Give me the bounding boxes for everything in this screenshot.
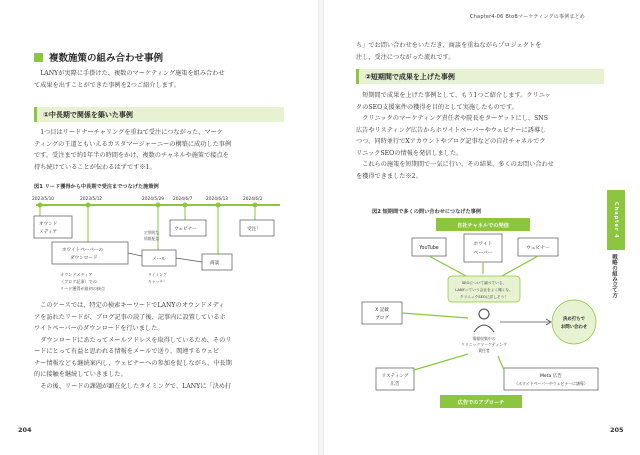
gutter xyxy=(318,0,324,455)
channel-label: 自社チャネルでの発信 xyxy=(457,223,509,229)
meta-label-2: （ホワイトペーパーやウェビナーに誘導） xyxy=(514,381,588,386)
case2-line: を獲得できました※2。 xyxy=(356,172,422,180)
persona-line-3: 責任者 xyxy=(478,348,490,353)
case2-line: 広告やリスティング広告からホワイトペーパーやウェビナーに誘導し xyxy=(356,126,547,134)
case2-heading xyxy=(356,69,604,84)
case1-explanation xyxy=(34,300,232,392)
case2-line: クリニックのマーケティング責任者や院長をターゲットにし、SNS xyxy=(362,115,548,122)
date-label: 2023/5/12 xyxy=(80,197,103,202)
note-line-1: オウンドメディア xyxy=(60,272,93,277)
heading-square-icon xyxy=(34,53,43,62)
chapter-side-tab xyxy=(607,190,640,305)
meeting-label: 商談 xyxy=(210,261,220,266)
date-label: 2024/6/2 xyxy=(243,197,263,202)
order-label: 受注！ xyxy=(247,227,261,232)
timing-label-2: キャッチ！ xyxy=(148,279,167,284)
youtube-label: YouTube xyxy=(419,246,439,251)
note-line-3: リード獲得が最初の接点 xyxy=(60,286,106,291)
webinar-label: ウェビナー xyxy=(526,246,550,251)
date-label: 2024/5/29 xyxy=(142,197,165,202)
body-line: ダウンロードにあたってメールアドレスを取得しているため、そのリ xyxy=(40,336,232,344)
right-top-paragraph xyxy=(356,40,541,63)
body-line: ナー情報なども継続案内し、ウェビナーへの参加を促しながら、中長期 xyxy=(34,359,232,367)
case1-heading xyxy=(34,107,284,122)
body-line: 的に接触を継続していきました。 xyxy=(34,371,127,378)
decide-line-2: お問い合わせ xyxy=(560,325,588,330)
figure2-caption: 図2 短期間で多くの問い合わせにつなげた事例 xyxy=(372,209,482,215)
case1-title: ①中長期で関係を築いた事例 xyxy=(43,110,133,119)
persona-line-1: 情報収集中の xyxy=(472,336,496,341)
body-line: ち」でお問い合わせをいただき、商談を重ねながらプロジェクトを xyxy=(356,42,542,49)
meta-ad-box xyxy=(504,368,598,390)
whitepaper-label-1: ホワイト xyxy=(473,242,493,247)
left-page xyxy=(0,0,318,455)
case2-paragraph xyxy=(356,90,554,182)
section-title: 複数施策の組み合わせ事例 xyxy=(49,53,164,64)
owned-media-label-1: オウンド xyxy=(39,222,58,227)
x-blog-label-1: X 記載 xyxy=(375,308,389,313)
page-number-left: 204 xyxy=(18,426,32,434)
case2-line: 短期間で成果を上げた事例として、もう1つご紹介します。クリニッ xyxy=(362,92,551,99)
meta-label-1: Meta 広告 xyxy=(539,374,563,379)
side-tab-subtitle: 戦略の組み立て方 xyxy=(611,254,617,298)
case1-line: です。受注まで約1年半の時間をかけ、複数のチャネルや施策で接点を xyxy=(34,152,229,159)
decide-line-1: 決め打ちで xyxy=(563,317,585,322)
x-blog-label-2: ブログ xyxy=(375,316,389,321)
body-line: アを訪れたリードが、ブログ記事の読了後、記事内に設置しているホ xyxy=(34,313,226,321)
case2-line: リニックSEOの情報を発信しました。 xyxy=(356,149,463,157)
body-line: 注し、受注につながった流れです。 xyxy=(356,53,455,61)
case1-paragraph xyxy=(34,127,231,173)
regular-label-1: 定期的な xyxy=(144,230,160,235)
whitepaper-label-2: ダウンロード xyxy=(70,256,98,261)
webinar-label: ウェビナー xyxy=(174,227,197,232)
body-line: その後、リードの課題が顕在化したタイミングで、LANYに「決め打 xyxy=(40,382,232,390)
case2-line: つつ、同時並行でXアカウントやブログ記事などの自社チャネルでク xyxy=(356,138,546,145)
body-line: ードにとって有益と思われる情報をメールで送り、関連するウェビ xyxy=(34,348,220,355)
case2-line: これらの施策を短期間で一気に行い、その結果、多くのお問い合わせ xyxy=(362,161,554,168)
date-label: 2024/6/7 xyxy=(173,197,193,202)
arrow-to-meeting xyxy=(176,258,202,262)
seo-message-line-1: SEOについて調べている、 xyxy=(461,281,507,285)
approach-label: 広告でのアプローチ xyxy=(457,400,505,406)
persona-line-2: クリニックマーケティング xyxy=(461,342,507,347)
side-tab-chapter: Chapter 4 xyxy=(607,190,625,250)
case1-line: 持ち続けていることが伝わるはずです※1。 xyxy=(34,163,156,171)
intro-paragraph xyxy=(34,68,225,91)
running-head: Chapter4-06 BtoBマーケティングの事例まとめ xyxy=(470,14,586,20)
whitepaper-label-2: ペーパー xyxy=(473,251,493,256)
owned-media-label-2: メディア xyxy=(39,230,58,235)
intro-line: LANYが実際に手掛けた、複数のマーケティング施策を組み合わせ xyxy=(40,70,225,77)
regular-label-2: 情報配信 xyxy=(144,236,160,241)
case2-title: ②短期間で成果を上げた事例 xyxy=(365,72,455,81)
section-heading xyxy=(34,50,163,64)
body-line: このケースでは、特定の検索キーワードでLANYのオウンドメディ xyxy=(40,302,225,309)
timing-label-1: タイミング xyxy=(148,272,167,277)
figure1-diagram xyxy=(30,192,292,300)
persona-icon xyxy=(474,309,494,332)
case1-line: 1つ目はリードナーチャリングを重ねて受注につながった、マーケ xyxy=(40,129,223,136)
whitepaper-label-1: ホワイトペーパーの xyxy=(62,248,103,253)
listing-label-2: 広告 xyxy=(390,382,400,387)
page-number-right: 205 xyxy=(610,426,624,434)
body-line: ワイトペーパーのダウンロードを行いました。 xyxy=(34,325,164,332)
seo-message-line-2: LANYっていう会社をよく聞くな。 xyxy=(455,288,513,292)
arrow-to-mail xyxy=(128,253,142,256)
decide-circle xyxy=(552,300,596,344)
date-label: 2024/6/13 xyxy=(206,197,229,202)
case1-line: ティングの王道ともいえるカスタマージャーニーの構築に成功した事例 xyxy=(34,140,232,148)
mail-label: メール xyxy=(152,257,166,262)
figure2-diagram xyxy=(356,218,604,410)
seo-message-line-3: クリニックSEOに詳しそう！ xyxy=(460,295,508,299)
date-label: 2023/5/10 xyxy=(32,197,55,202)
listing-label-1: リスティング xyxy=(381,374,409,379)
note-line-2: （ブログ記事）での xyxy=(60,279,97,284)
case2-line: クのSEO支援案件の獲得を目的として実施したものです。 xyxy=(356,103,518,111)
intro-line: て成果を出すことができた事例を2つご紹介します。 xyxy=(34,81,180,89)
whitepaper-channel-box xyxy=(464,234,502,262)
figure1-caption: 図1 リード獲得から中長期で受注までつなげた施策例 xyxy=(34,184,159,190)
